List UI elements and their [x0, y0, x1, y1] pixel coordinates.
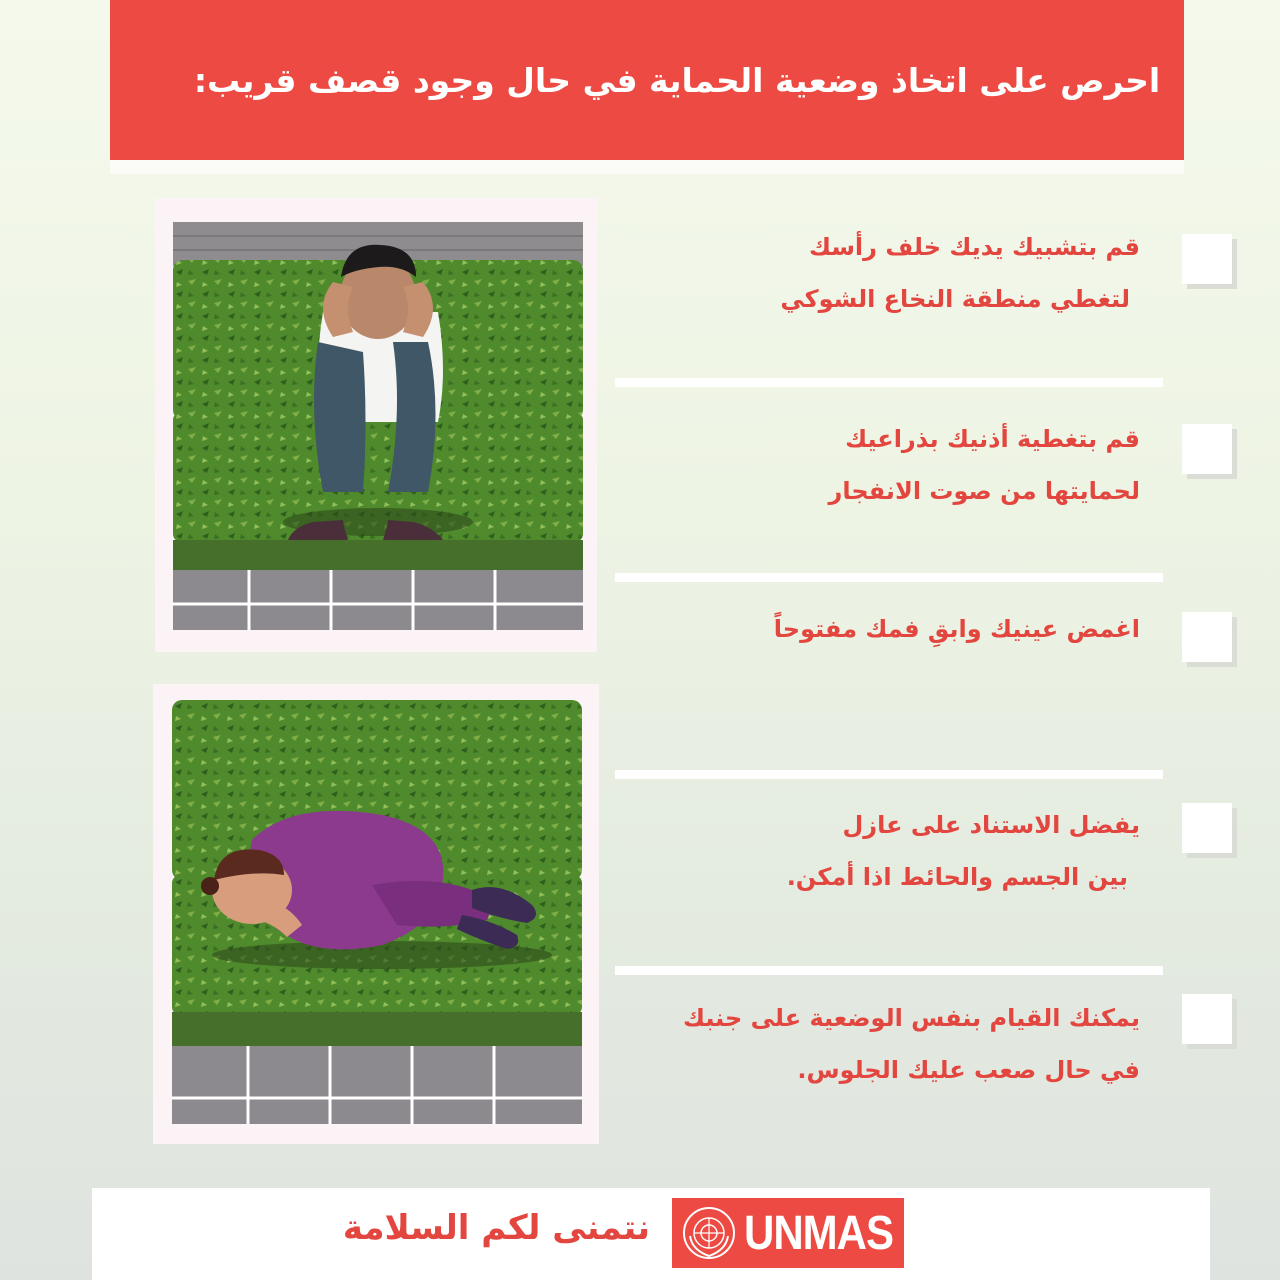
- step-4-line-2: بين الجسم والحائط اذا أمكن.: [786, 863, 1128, 891]
- step-2-line-1: قم بتغطية أذنيك بذراعيك: [845, 425, 1140, 453]
- step-divider: [615, 573, 1163, 582]
- person-lying-on-side-illustration: [172, 700, 582, 1124]
- illustration-frame-sitting: [155, 198, 597, 652]
- illustration-frame-lying: [153, 684, 599, 1144]
- step-5-checkbox[interactable]: [1182, 994, 1232, 1044]
- step-5-line-2: في حال صعب عليك الجلوس.: [797, 1056, 1140, 1084]
- unmas-logo: [672, 1198, 904, 1268]
- footer-bar: [92, 1188, 1210, 1280]
- step-4-line-1: يفضل الاستناد على عازل: [842, 811, 1140, 839]
- step-3-text: [774, 603, 1140, 655]
- step-1-line-2: لتغطي منطقة النخاع الشوكي: [780, 285, 1130, 313]
- step-1-checkbox[interactable]: [1182, 234, 1232, 284]
- step-divider: [615, 966, 1163, 975]
- step-3-checkbox[interactable]: [1182, 612, 1232, 662]
- header-banner: [110, 0, 1184, 160]
- step-3-line-1: اغمض عينيك وابقِ فمك مفتوحاً: [773, 615, 1140, 643]
- step-divider: [615, 770, 1163, 779]
- un-emblem-icon: [682, 1206, 736, 1260]
- page-title: احرص على اتخاذ وضعية الحماية في حال وجود قصف قريب:: [193, 60, 1161, 100]
- step-2-line-2: لحمايتها من صوت الانفجار: [828, 477, 1140, 505]
- step-5-line-1: يمكنك القيام بنفس الوضعية على جنبك: [683, 1004, 1140, 1032]
- step-4-text: [787, 799, 1140, 903]
- step-1-text: [780, 221, 1140, 325]
- step-2-checkbox[interactable]: [1182, 424, 1232, 474]
- unmas-logo-text: UNMAS: [744, 1205, 893, 1260]
- step-1-line-1: قم بتشبيك يديك خلف رأسك: [808, 233, 1140, 261]
- person-sitting-brace-position-illustration: [173, 222, 583, 630]
- step-divider: [615, 378, 1163, 387]
- step-4-checkbox[interactable]: [1182, 803, 1232, 853]
- footer-message: نتمنى لكم السلامة: [342, 1208, 650, 1248]
- step-2-text: [829, 413, 1140, 517]
- header-underline: [110, 160, 1184, 174]
- step-5-text: [683, 992, 1140, 1096]
